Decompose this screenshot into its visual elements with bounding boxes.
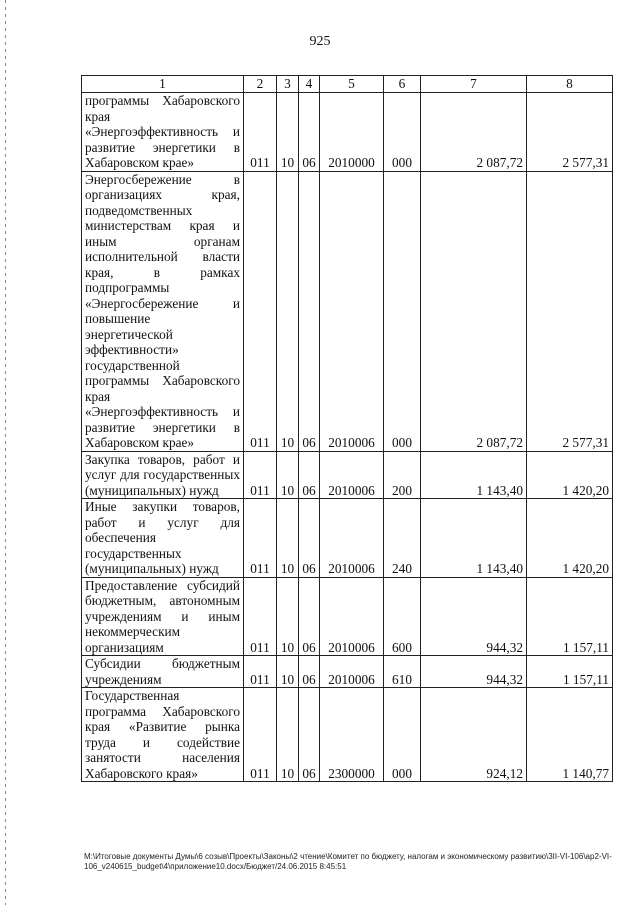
file-path-footer: M:\Итоговые документы Думы\6 созыв\Проекты\Законы\2 чтение\Комитет по бюджету, налогам и экономическому развитию\3II-VI-106\ap2-VI-106_v240615_budget\4\приложение10.docx/Бюджет/24.06.2015 8:45:51: [84, 852, 612, 871]
target-article: 2010000: [320, 93, 384, 172]
subsection-code: 06: [299, 171, 320, 451]
amount-year-1: 924,12: [421, 688, 527, 782]
amount-year-2: 1 157,11: [527, 656, 613, 688]
subsection-code: 06: [299, 499, 320, 578]
expense-type: 000: [384, 93, 421, 172]
amount-year-2: 2 577,31: [527, 171, 613, 451]
ministry-code: 011: [244, 499, 277, 578]
ministry-code: 011: [244, 93, 277, 172]
section-code: 10: [277, 577, 299, 656]
header-cell: 7: [421, 76, 527, 93]
target-article: 2010006: [320, 451, 384, 499]
page-number: 925: [309, 34, 331, 49]
row-name: Государственная программа Хабаровского края «Развитие рынка труда и содействие занятости населения Хабаровского края»: [82, 688, 244, 782]
row-name: программы Хабаровского края «Энергоэффективность и развитие энергетики в Хабаровском крае»: [82, 93, 244, 172]
amount-year-1: 2 087,72: [421, 93, 527, 172]
amount-year-2: 1 157,11: [527, 577, 613, 656]
header-cell: 4: [299, 76, 320, 93]
row-name: Субсидии бюджетным учреждениям: [82, 656, 244, 688]
ministry-code: 011: [244, 656, 277, 688]
amount-year-1: 944,32: [421, 577, 527, 656]
ministry-code: 011: [244, 577, 277, 656]
ministry-code: 011: [244, 688, 277, 782]
section-code: 10: [277, 688, 299, 782]
target-article: 2010006: [320, 577, 384, 656]
amount-year-1: 944,32: [421, 656, 527, 688]
expense-type: 610: [384, 656, 421, 688]
subsection-code: 06: [299, 688, 320, 782]
amount-year-2: 2 577,31: [527, 93, 613, 172]
amount-year-2: 1 420,20: [527, 499, 613, 578]
target-article: 2010006: [320, 499, 384, 578]
expense-type: 200: [384, 451, 421, 499]
table-row: [82, 577, 613, 656]
section-code: 10: [277, 656, 299, 688]
section-code: 10: [277, 171, 299, 451]
target-article: 2010006: [320, 656, 384, 688]
subsection-code: 06: [299, 577, 320, 656]
subsection-code: 06: [299, 451, 320, 499]
header-cell: 8: [527, 76, 613, 93]
expense-type: 000: [384, 171, 421, 451]
amount-year-1: 1 143,40: [421, 499, 527, 578]
expense-type: 240: [384, 499, 421, 578]
header-cell: 3: [277, 76, 299, 93]
row-name: Иные закупки товаров, работ и услуг для обеспечения государственных (муниципальных) нужд: [82, 499, 244, 578]
subsection-code: 06: [299, 656, 320, 688]
table-row: [82, 93, 613, 172]
table-row: [82, 451, 613, 499]
section-code: 10: [277, 93, 299, 172]
scan-margin-line: [5, 0, 6, 905]
header-row: [82, 76, 613, 93]
section-code: 10: [277, 451, 299, 499]
subsection-code: 06: [299, 93, 320, 172]
ministry-code: 011: [244, 171, 277, 451]
expense-type: 600: [384, 577, 421, 656]
table-row: [82, 688, 613, 782]
header-cell: 1: [82, 76, 244, 93]
target-article: 2010006: [320, 171, 384, 451]
header-cell: 2: [244, 76, 277, 93]
table-row: [82, 656, 613, 688]
ministry-code: 011: [244, 451, 277, 499]
row-name: Предоставление субсидий бюджетным, автономным учреждениям и иным некоммерческим организациям: [82, 577, 244, 656]
amount-year-2: 1 140,77: [527, 688, 613, 782]
row-name: Закупка товаров, работ и услуг для государственных (муниципальных) нужд: [82, 451, 244, 499]
table-row: [82, 499, 613, 578]
expense-type: 000: [384, 688, 421, 782]
table-row: [82, 171, 613, 451]
amount-year-2: 1 420,20: [527, 451, 613, 499]
header-cell: 6: [384, 76, 421, 93]
amount-year-1: 1 143,40: [421, 451, 527, 499]
section-code: 10: [277, 499, 299, 578]
target-article: 2300000: [320, 688, 384, 782]
row-name: Энергосбережение в организациях края, подведомственных министерствам края и иным органам исполнительной власти края, в рамках подпрограммы «Энергосбережение и повышение энергетической эффективности» государственной программы Хабаровского края «Энергоэффективность и развитие энергетики в Хабаровском крае»: [82, 171, 244, 451]
budget-table: [81, 75, 613, 782]
amount-year-1: 2 087,72: [421, 171, 527, 451]
header-cell: 5: [320, 76, 384, 93]
